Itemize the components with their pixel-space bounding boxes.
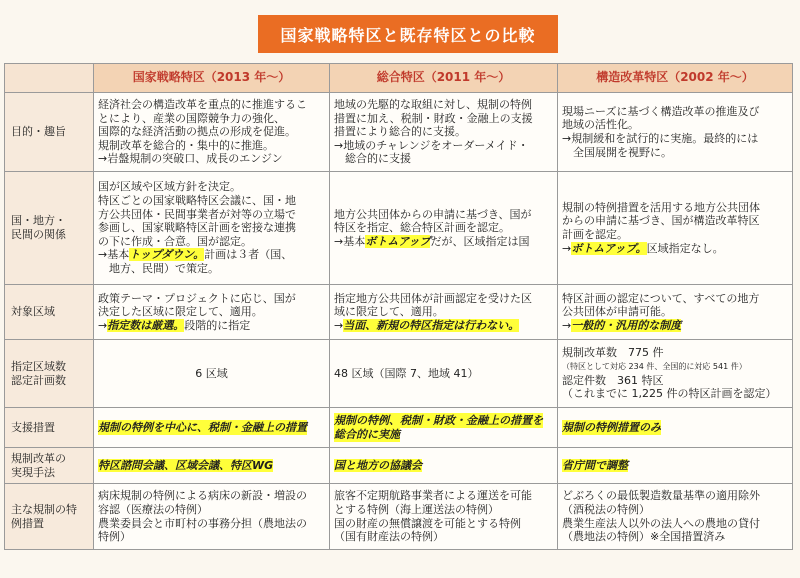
cell-examples-comprehensive [330, 484, 558, 550]
row-label-line: 主な規制の特 [11, 502, 77, 516]
table-header-row [5, 64, 793, 93]
cell-relations-national [94, 172, 330, 285]
text-line: とする特例（海上運送法の特例） [334, 502, 499, 516]
highlight-text: 省庁間で調整 [562, 458, 628, 472]
row-label-relations [5, 172, 94, 285]
text-line: 農業委員会と市町村の事務分担（農地法の [98, 516, 307, 530]
text-fragment: →基本 [334, 234, 366, 248]
text-fragment: → [334, 318, 344, 332]
cell-count-comprehensive: 48 区域（国際 7、地域 41） [330, 340, 558, 408]
text-line: →地域のチャレンジをオーダーメイド・ [334, 138, 529, 152]
text-line [334, 235, 553, 249]
cell-purpose-structural [558, 93, 793, 172]
cell-area-comprehensive [330, 285, 558, 340]
text-line [562, 242, 788, 256]
text-line: 全国展開を視野に。 [562, 145, 672, 159]
table-row-examples [5, 484, 793, 550]
text-line: 政策テーマ・プロジェクトに応じ、国が [98, 291, 296, 305]
text-line: 特区計画の認定について、すべての地方 [562, 291, 760, 305]
cell-method-comprehensive [330, 448, 558, 484]
text-line: （これまでに 1,225 件の特区計画を認定） [562, 387, 777, 401]
text-line: （酒税法の特例） [562, 502, 650, 516]
text-line: 地方、民間）で策定。 [98, 261, 219, 275]
text-line: どぶろくの最低製造数量基準の適用除外 [562, 489, 760, 503]
text-line [98, 248, 325, 262]
comparison-table [4, 63, 793, 550]
cell-count-national: 6 区域 [94, 340, 330, 408]
text-line [98, 319, 325, 333]
highlight-text: 一般的・汎用的な制度 [571, 318, 682, 332]
cell-relations-structural [558, 172, 793, 285]
highlight-text: ボトムアップ [365, 234, 431, 248]
table-row-count [5, 340, 793, 408]
cell-examples-national [94, 484, 330, 550]
highlight-text: 指定数は厳選。 [107, 318, 185, 332]
column-header-structural: 構造改革特区（2002 年〜） [558, 64, 793, 93]
highlight-text: 規制の特例措置のみ [562, 420, 661, 434]
cell-relations-comprehensive [330, 172, 558, 285]
header-corner [5, 64, 94, 93]
highlight-text: トップダウン。 [129, 248, 205, 262]
text-line: 地域の活性化。 [562, 118, 639, 132]
text-line: からの申請に基づき、国が構造改革特区 [562, 214, 760, 228]
text-line: （特区として対応 234 件、全国的に対応 541 件） [562, 361, 747, 371]
text-line: 特区ごとの国家戦略特区会議に、国・地 [98, 194, 296, 208]
text-line [562, 319, 788, 333]
text-line: 域に限定して、適用。 [334, 305, 444, 319]
row-label-method [5, 448, 94, 484]
table-row-purpose [5, 93, 793, 172]
row-label-line: 例措置 [11, 516, 44, 530]
highlight-text: 規制の特例を中心に、税制・金融上の措置 [98, 420, 307, 434]
highlight-text: 特区諮問会議、区域会議、特区WG [98, 458, 274, 472]
text-line: 地方公共団体からの申請に基づき、国が [334, 207, 532, 221]
cell-count-structural [558, 340, 793, 408]
cell-method-structural [558, 448, 793, 484]
text-line: 認定件数 361 特区 [562, 373, 664, 387]
cell-purpose-national [94, 93, 330, 172]
text-fragment: →基本 [98, 248, 130, 262]
row-label-line: 指定区域数 [11, 359, 66, 373]
text-line: 国の財産の無償譲渡を可能とする特例 [334, 516, 521, 530]
text-line: 公共団体が申請可能。 [562, 305, 672, 319]
text-line [334, 319, 553, 333]
table-row-relations [5, 172, 793, 285]
text-fragment: 計画は３者（国、 [204, 248, 293, 262]
text-fragment: → [98, 318, 108, 332]
text-line: 現場ニーズに基づく構造改革の推進及び [562, 104, 760, 118]
text-line: 経済社会の構造改革を重点的に推進するこ [98, 98, 307, 112]
row-label-line: 認定計画数 [11, 373, 66, 387]
text-line: 特区を指定、総合特区計画を認定。 [334, 221, 510, 235]
text-fragment: 区域指定なし。 [646, 241, 724, 255]
text-line: 参画し、国家戦略特区計画を密接な連携 [98, 221, 296, 235]
text-line: 容認（医療法の特例） [98, 502, 208, 516]
row-label-count [5, 340, 94, 408]
highlight-text: 当面、新規の特区指定は行わない。 [343, 318, 520, 332]
cell-support-national [94, 408, 330, 448]
text-line: 措置に加え、税制・財政・金融上の支援 [334, 111, 533, 125]
cell-support-comprehensive [330, 408, 558, 448]
text-line: （農地法の特例）※全国措置済み [562, 530, 726, 544]
row-label-line: 実現手法 [11, 465, 55, 479]
text-line: 農業生産法人以外の法人への農地の貸付 [562, 516, 760, 530]
row-label-area: 対象区域 [5, 285, 94, 340]
highlight-text: 規制の特例、税制・財政・金融上の措置を総合的に実施 [334, 413, 543, 441]
row-label-line: 国・地方・ [11, 214, 66, 228]
cell-method-national [94, 448, 330, 484]
column-header-national: 国家戦略特区（2013 年〜） [94, 64, 330, 93]
table-row-area [5, 285, 793, 340]
text-line: 地域の先駆的な取組に対し、規制の特例 [334, 98, 532, 112]
text-line: 方公共団体・民間事業者が対等の立場で [98, 207, 296, 221]
cell-purpose-comprehensive [330, 93, 558, 172]
text-line: 国が区域や区域方針を決定。 [98, 180, 241, 194]
text-line: 病床規制の特例による病床の新設・増設の [98, 489, 307, 503]
row-label-line: 民間の関係 [11, 228, 66, 241]
row-label-line: 規制改革の [11, 451, 66, 465]
row-label-examples [5, 484, 94, 550]
text-line: 特例） [98, 530, 131, 544]
cell-area-national [94, 285, 330, 340]
column-header-comprehensive: 総合特区（2011 年〜） [330, 64, 558, 93]
text-line: 規制改革数 775 件 [562, 346, 664, 360]
row-label-support: 支援措置 [5, 408, 94, 448]
text-line: 旅客不定期航路事業者による運送を可能 [334, 489, 532, 503]
text-line: →岩盤規制の突破口、成長のエンジン [98, 152, 283, 166]
text-fragment: だが、区域指定は国 [430, 234, 530, 248]
table-row-method [5, 448, 793, 484]
cell-area-structural [558, 285, 793, 340]
cell-support-structural [558, 408, 793, 448]
text-line: →規制緩和を試行的に実施。最終的には [562, 132, 759, 145]
text-line: （国有財産法の特例） [334, 530, 444, 544]
text-line: 国際的な経済活動の拠点の形成を促進。 [98, 125, 296, 139]
row-label-purpose: 目的・趣旨 [5, 93, 94, 172]
text-line: とにより、産業の国際競争力の強化、 [98, 111, 285, 125]
text-fragment: → [562, 241, 572, 255]
text-fragment: 段階的に指定 [184, 318, 251, 332]
text-line: の下に作成・合意。国が認定。 [98, 234, 252, 248]
text-line: 総合的に支援 [334, 152, 411, 166]
page-title: 国家戦略特区と既存特区との比較 [258, 15, 558, 53]
table-row-support [5, 408, 793, 448]
text-line: 指定地方公共団体が計画認定を受けた区 [334, 291, 532, 305]
text-line: 計画を認定。 [562, 228, 628, 241]
text-line: 規制改革を総合的・集中的に推進。 [98, 138, 274, 152]
text-fragment: → [562, 318, 572, 332]
highlight-text: ボトムアップ。 [571, 241, 647, 255]
cell-examples-structural [558, 484, 793, 550]
highlight-text: 国と地方の協議会 [334, 458, 422, 472]
text-line: 決定した区域に限定して、適用。 [98, 305, 263, 319]
text-line: 措置により総合的に支援。 [334, 125, 466, 139]
text-line: 規制の特例措置を活用する地方公共団体 [562, 200, 760, 214]
